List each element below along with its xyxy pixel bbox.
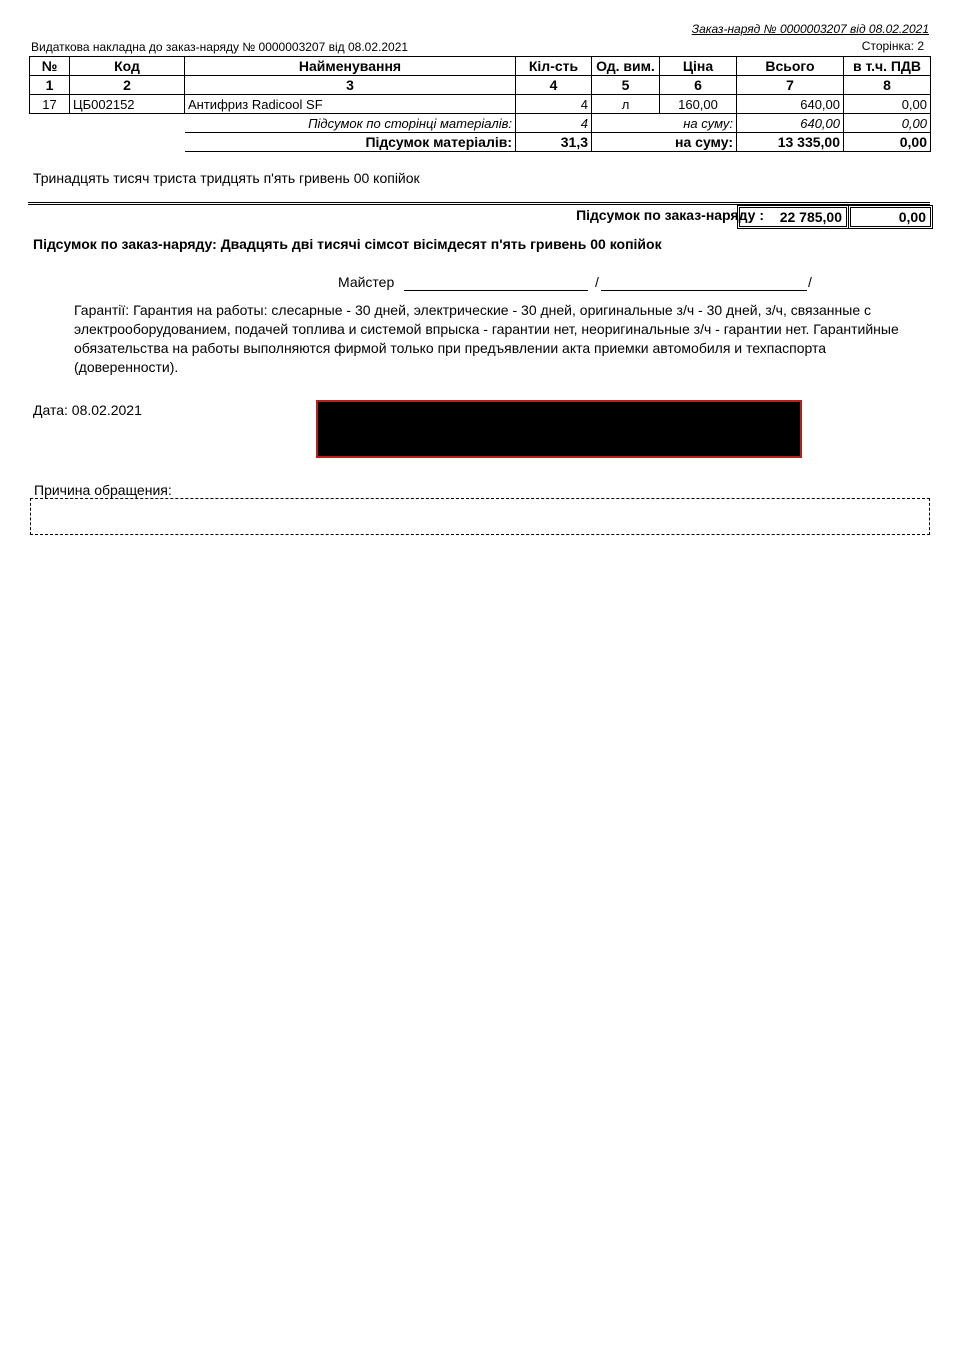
column-header-vat: в т.ч. ПДВ <box>844 57 931 76</box>
table-header-row <box>30 57 931 76</box>
reason-field <box>30 498 930 535</box>
order-reference: Заказ-наряд № 0000003207 від 08.02.2021 <box>691 22 929 36</box>
column-number: 3 <box>185 76 516 95</box>
order-total-label: Підсумок по заказ-наряду : <box>576 207 764 223</box>
order-total-vat: 0,00 <box>848 205 933 229</box>
column-header-name: Найменування <box>185 57 516 76</box>
page-subtotal-row <box>30 114 931 133</box>
spacer-cell <box>30 114 70 133</box>
materials-total-sum-label: на суму: <box>660 133 737 152</box>
warranty-text: Гарантії: Гарантия на работы: слесарные - 30 дней, электрические - 30 дней, оригинальные з/ч - 30 дней, з/ч, связанные с электрооборудованием, подачей топлива и системой впрыска - гарантии нет, неоригинальные з/ч - гарантии нет. Гарантийные обязательства на работы выполняются фирмой только при предъявлении акта приемки автомобиля и техпаспорта (доверенности). <box>74 302 899 375</box>
spacer-cell <box>70 133 185 152</box>
page-subtotal-sum-label: на суму: <box>660 114 737 133</box>
page-subtotal-total: 640,00 <box>737 114 844 133</box>
order-total-amount: 22 785,00 <box>737 205 849 229</box>
signature-slash: / <box>808 274 812 290</box>
column-header-qty: Кіл-сть <box>516 57 592 76</box>
column-header-unit: Од. вим. <box>592 57 660 76</box>
materials-total-words: Тринадцять тисяч триста тридцять п'ять гривень 00 копійок <box>33 170 420 186</box>
materials-table <box>29 56 931 152</box>
column-number: 4 <box>516 76 592 95</box>
master-signature-line <box>404 290 588 291</box>
order-total-words: Підсумок по заказ-наряду: Двадцять дві тисячі сімсот вісімдесят п'ять гривень 00 копійок <box>33 236 662 252</box>
row-total: 640,00 <box>737 95 844 114</box>
master-name-line <box>601 290 807 291</box>
row-vat: 0,00 <box>844 95 931 114</box>
column-number: 6 <box>660 76 737 95</box>
materials-total-label: Підсумок матеріалів: <box>185 133 516 152</box>
page-subtotal-vat: 0,00 <box>844 114 931 133</box>
column-header-code: Код <box>70 57 185 76</box>
materials-total-row <box>30 133 931 152</box>
column-number: 7 <box>737 76 844 95</box>
table-row <box>30 95 931 114</box>
spacer-cell <box>592 114 660 133</box>
page-subtotal-qty: 4 <box>516 114 592 133</box>
materials-total-amount: 13 335,00 <box>737 133 844 152</box>
materials-total-vat: 0,00 <box>844 133 931 152</box>
column-header-total: Всього <box>737 57 844 76</box>
page-subtotal-label: Підсумок по сторінці матеріалів: <box>185 114 516 133</box>
master-label: Майстер <box>338 274 395 290</box>
row-unit: л <box>592 95 660 114</box>
signature-slash: / <box>595 274 599 290</box>
column-header-price: Ціна <box>660 57 737 76</box>
row-number: 17 <box>30 95 70 114</box>
column-number: 2 <box>70 76 185 95</box>
column-number-row <box>30 76 931 95</box>
spacer-cell <box>30 133 70 152</box>
row-price: 160,00 <box>660 95 737 114</box>
column-number: 8 <box>844 76 931 95</box>
column-number: 5 <box>592 76 660 95</box>
column-number: 1 <box>30 76 70 95</box>
row-qty: 4 <box>516 95 592 114</box>
materials-total-qty: 31,3 <box>516 133 592 152</box>
document-date: Дата: 08.02.2021 <box>33 402 142 418</box>
redacted-block <box>316 400 802 458</box>
reason-label: Причина обращения: <box>34 482 172 498</box>
spacer-cell <box>70 114 185 133</box>
row-name: Антифриз Radicool SF <box>185 95 516 114</box>
column-header-no: № <box>30 57 70 76</box>
row-code: ЦБ002152 <box>70 95 185 114</box>
spacer-cell <box>592 133 660 152</box>
page-number: Сторінка: 2 <box>861 39 924 53</box>
document-title: Видаткова накладна до заказ-наряду № 0000003207 від 08.02.2021 <box>31 40 409 54</box>
